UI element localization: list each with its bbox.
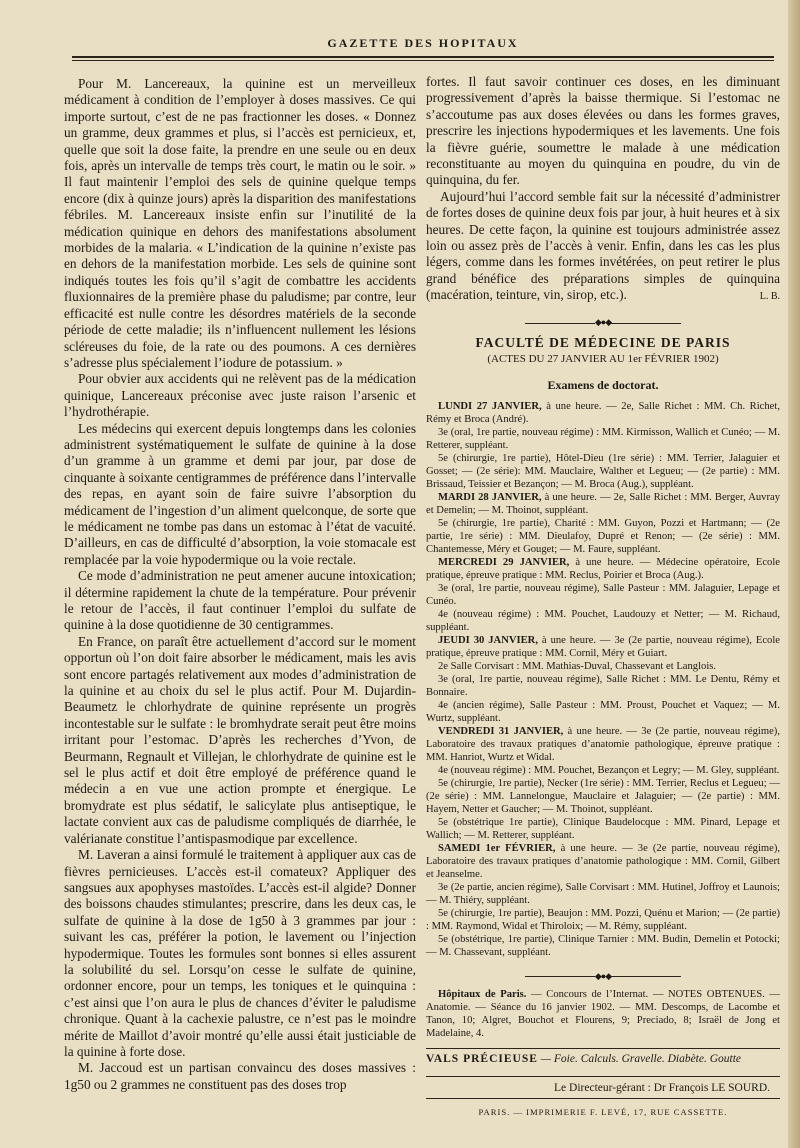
faculty-title: FACULTÉ DE MÉDECINE DE PARIS	[475, 334, 731, 350]
exam-entry	[426, 725, 780, 764]
hopitaux-text: — Concours de l’Internat. — NOTES OBTENUES. — Anatomie. — Séance du 16 janvier 1902. — MM. Descomps, de Lacombe et Tanon, 10; Algret, Bouchot et Flourens, 9; Preciado, 8; Israël de Jong et Madelaine, 4.	[426, 989, 780, 1040]
exam-text: 2e Salle Corvisart : MM. Mathias-Duval, Chassevant et Langlois.	[438, 660, 717, 672]
exam-entry	[426, 933, 780, 959]
exam-entry	[426, 764, 780, 777]
paragraph: Pour obvier aux accidents qui ne relèvent pas de la médication quinique, Lancereaux préconise avec juste raison l’arsenic et l’hydrothérapie.	[64, 371, 416, 420]
header-rule	[72, 56, 774, 58]
exam-text: 3e (oral, 1re partie, nouveau régime), Salle Richet : MM. Le Dentu, Rémy et Bonnaire.	[426, 673, 780, 698]
section-divider: ◆●◆	[426, 314, 780, 330]
section-divider: ◆●◆	[426, 968, 780, 984]
exam-text: 5e (chirurgie, 1re partie), Charité : MM. Guyon, Pozzi et Hartmann; — (2e partie, 1re série) : MM. Dieulafoy, Dupré et Renon; — (2e série) : MM. Chantemesse, Méry et Gouget; — M. Faure, suppléant.	[426, 517, 780, 555]
paragraph: Pour M. Lancereaux, la quinine est un merveilleux médicament à condition de l’employer à doses massives. Ce qui importe surtout, c’est de ne pas fractionner les doses. « Donnez un gramme, deux grammes et plus, si l’accès est pernicieux, et, quelle que soit la dose faite, la prendre en une seule ou en deux fois, après un intervalle de temps très court, le matin ou le soir. » Il faut maintenir l’emploi des sels de quinine quelque temps encore (dix à quinze jours) après la disparition des manifestations fébriles. M. Lancereaux insiste enfin sur l’inutilité de la médication quinique en dehors des manifestations absolument morbides de la malaria. « L’indication de la quinine n’existe pas en dehors de la manifestation morbide. Les sels de quinine sont indiqués toutes les fois qu’il s’agit de combattre les accidents fluxionnaires de la première phase du paludisme; par contre, leur efficacité est nulle contre les désordres matériels de la seconde période de cette maladie; ils n’influencent nullement les lésions scléreuses du foie, de la rate ou des poumons. A ces dernières s’adresse plus spécialement l’iodure de potassium. »	[64, 76, 416, 370]
hopitaux-notice	[426, 988, 780, 1040]
exam-text: 3e (oral, 1re partie, nouveau régime) : MM. Kirmisson, Wallich et Cunéo; — M. Retterer, suppléant.	[426, 426, 780, 451]
page-header: GAZETTE DES HOPITAUX	[327, 36, 519, 50]
exam-text: à une heure. — Médecine opératoire, Ecole pratique, épreuve pratique : MM. Reclus, Poirier et Broca (Aug.).	[426, 556, 780, 581]
exam-text: 4e (ancien régime), Salle Pasteur : MM. Proust, Pouchet et Vaquez; — M. Wurtz, suppléant.	[426, 699, 780, 724]
exam-entry	[426, 517, 780, 556]
exam-text: à une heure. — 3e (2e partie, nouveau régime), Laboratoire des travaux pratiques d’anatomie pathologique : MM. Cornil, Gilbert et Jeanselme.	[426, 842, 781, 880]
exam-day: MARDI 28 JANVIER,	[438, 491, 542, 503]
exam-list	[426, 400, 780, 959]
vals-lead: VALS PRÉCIEUSE	[426, 1053, 538, 1066]
exam-entry	[426, 673, 780, 699]
faculty-subtitle: (ACTES DU 27 JANVIER AU 1er FÉVRIER 1902)	[487, 352, 719, 365]
exam-entry	[426, 842, 780, 881]
director-line: Le Directeur-gérant : Dr François LE SOURD.	[426, 1076, 780, 1099]
exam-text: 4e (nouveau régime) : MM. Pouchet, Laudouzy et Netter; — M. Richaud, suppléant.	[426, 608, 780, 633]
exam-text: 3e (oral, 1re partie, nouveau régime), Salle Pasteur : MM. Jalaguier, Lepage et Cunéo.	[426, 582, 780, 607]
exam-day: JEUDI 30 JANVIER,	[438, 634, 538, 646]
paragraph: Les médecins qui exercent depuis longtemps dans les colonies administrent systématiquement le sulfate de quinine à la dose d’un gramme à un gramme et demi par jour, par dose de cinquante à soixante centigrammes de préférence dans l’intervalle des repas, en ayant soin de faire suivre l’absorption du médicament de l’ingestion d’un aliment quelconque, de sorte que le médicament ne tombe pas dans un estomac à l’état de vacuité. D’ailleurs, en cas de difficulté d’absorption, la voie stomacale est remplacée par la voie hypodermique ou la voie rectale.	[64, 420, 416, 567]
exam-text: 5e (chirurgie, 1re partie), Necker (1re série) : MM. Terrier, Reclus et Legueu; — (2e série) : MM. Lannelongue, Mauclaire et Jalaguier; — (2e partie) : MM. Hayem, Netter et Gaucher; — M. Thoinot, suppléant.	[426, 777, 780, 815]
exam-entry	[426, 634, 780, 660]
exam-text: 3e (2e partie, ancien régime), Salle Corvisart : MM. Hutinel, Joffroy et Launois; — M. Thiéry, suppléant.	[426, 881, 780, 906]
exam-entry	[426, 660, 780, 673]
right-column	[426, 74, 780, 1120]
printer-line: PARIS. — IMPRIMERIE F. LEVÉ, 17, RUE CASSETTE.	[478, 1106, 728, 1117]
exam-entry	[426, 400, 780, 426]
exam-text: 5e (obstétrique, 1re partie), Clinique Tarnier : MM. Budin, Demelin et Potocki; — M. Chassevant, suppléant.	[426, 933, 780, 958]
exam-text: 5e (chirurgie, 1re partie), Beaujon : MM. Pozzi, Quénu et Marion; — (2e partie) : MM. Raymond, Widal et Thiroloix; — M. Rémy, suppléant.	[426, 907, 780, 932]
author-signature: L. B.	[759, 290, 780, 302]
exam-entry	[426, 881, 780, 907]
left-column	[64, 76, 416, 1093]
paragraph: M. Jaccoud est un partisan convaincu des doses massives : 1g50 ou 2 grammes ne constituent pas des doses trop	[64, 1060, 416, 1092]
exam-text: à une heure. — 2e, Salle Richet : MM. Ch. Richet, Rémy et Broca (André).	[426, 400, 780, 425]
exam-entry	[426, 777, 780, 816]
vals-advert	[426, 1051, 780, 1067]
exam-text: à une heure. — 2e, Salle Richet : MM. Berger, Auvray et Demelin; — M. Thoinot, suppléant.	[426, 491, 781, 516]
paragraph: fortes. Il faut savoir continuer ces doses, en les diminuant progressivement d’après la baisse thermique. Si l’estomac ne s’accoutume pas aux doses élevées ou dans les formes graves, prescrire les injections hypodermiques et les lavements. Une fois la fièvre guérie, soumettre le malade à une médication reconstituante au moyen du quinquina en poudre, du vin de quinquina, du fer.	[426, 74, 780, 188]
exam-entry	[426, 608, 780, 634]
header-rule-thin	[72, 60, 774, 61]
exam-text: 5e (obstétrique 1re partie), Clinique Baudelocque : MM. Pinard, Lepage et Wallich; — M. Retterer, suppléant.	[426, 816, 780, 841]
exam-day: MERCREDI 29 JANVIER,	[438, 556, 570, 568]
exams-title: Examens de doctorat.	[547, 378, 659, 393]
exam-day: VENDREDI 31 JANVIER,	[438, 725, 564, 737]
exam-entry	[426, 582, 780, 608]
exam-entry	[426, 452, 780, 491]
exam-text: 4e (nouveau régime) : MM. Pouchet, Bezançon et Legry; — M. Gley, suppléant.	[438, 764, 780, 776]
exam-text: 5e (chirurgie, 1re partie), Hôtel-Dieu (1re série) : MM. Terrier, Jalaguier et Gosset; — (2e série): MM. Mauclaire, Walther et Legueu; — (2e partie) : MM. Brissaud, Teissier et Bezançon; — M. Broca (Aug.), suppléant.	[426, 452, 780, 490]
exam-text: à une heure. — 3e (2e partie, nouveau régime), Laboratoire des travaux pratiques d’anatomie pathologique, épreuve pratique : MM. Hanriot, Wurtz et Widal.	[426, 725, 780, 763]
vals-text: — Foie. Calculs. Gravelle. Diabète. Goutte	[537, 1053, 742, 1066]
exam-entry	[426, 426, 780, 452]
page-edge-shadow	[788, 0, 800, 1148]
paragraph: M. Laveran a ainsi formulé le traitement à appliquer aux cas de fièvres pernicieuses. L’accès est-il comateux? Appliquer des sangsues aux apophyses mastoïdes. L’accès est-il algide? Donner des boissons chaudes stimulantes; prescrire, dans les deux cas, le sulfate de quinine à la dose de 1g50 à 3 grammes par jour : suivant les cas, préférer la potion, le lavement ou l’injection hypodermique. Toutes les formules sont bonnes si elles assurent la solubilité du sel. Lorsqu’on cesse le sulfate de quinine, ordonner encore, pour un temps, les toniques et le quinquina : c’est ainsi que l’on aura le plus de chances d’éviter le paludisme chronique. Quant à la cachexie palustre, ce n’est pas le moindre mérite de Maillot d’avoir montré qu’elle aussi était justiciable de la quinine à forte dose.	[64, 847, 416, 1059]
exam-entry	[426, 816, 780, 842]
paragraph: Ce mode d’administration ne peut amener aucune intoxication; il détermine rapidement la chute de la température. Pour prévenir le retour de l’accès, il faut continuer l’emploi du sulfate de quinine à la dose quotidienne de 30 centigrammes.	[64, 568, 416, 633]
exam-day: LUNDI 27 JANVIER,	[438, 400, 542, 412]
exam-entry	[426, 491, 780, 517]
exam-entry	[426, 556, 780, 582]
paragraph: En France, on paraît être actuellement d’accord sur le moment opportun où l’on doit faire absorber le médicament, mais les avis sont encore partagés relativement aux modes d’administration de la quinine et au choix du sel le plus actif. Pour M. Dujardin-Beaumetz le chlorhydrate de quinine représente un progrès incontestable sur le sulfate : le bromhydrate serait peut être moins irritant pour l’estomac. D’après les recherches d’Yvon, de Beurmann, Regnault et Villejan, le chlorhydrate de quinine est le sel le plus actif et doit être employé de préférence quand le médecin a en vue une action prompte et énergique. Le bromydrate est plus sédatif, le salicylate plus antiseptique, le lactate convient aux cas de paludisme compliqués de diarrhée, le valérianate constitue l’antispasmodique par excellence.	[64, 633, 416, 846]
exam-day: SAMEDI 1er FÉVRIER,	[438, 842, 556, 854]
rule	[426, 1048, 780, 1049]
exam-text: à une heure. — 3e (2e partie, nouveau régime), Ecole pratique, épreuve pratique : MM. Cornil, Méry et Guiart.	[426, 634, 780, 659]
paragraph: Aujourd’hui l’accord semble fait sur la nécessité d’administrer de fortes doses de quinine deux fois par jour, à huit heures et à six heures. De cette façon, la quinine est toujours administrée assez loin ou assez près de l’accès à venir. Enfin, dans les cas les plus légers, comme dans les formes invétérées, on peut retirer le plus grand bénéfice des préparations simples de quinquina (macération, teinture, vin, sirop, etc.).	[426, 188, 780, 303]
hopitaux-lead: Hôpitaux de Paris.	[438, 989, 527, 1001]
exam-entry	[426, 699, 780, 725]
exam-entry	[426, 907, 780, 933]
